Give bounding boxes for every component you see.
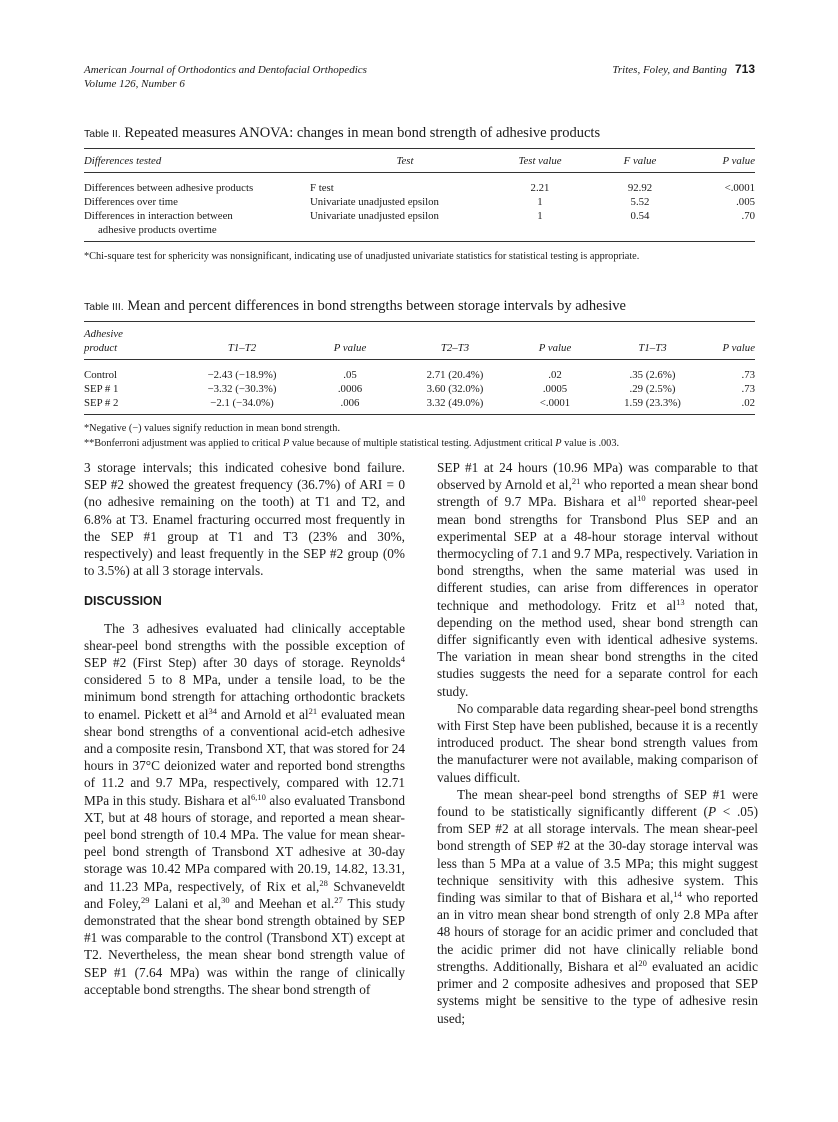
table-2-grid [84, 148, 755, 242]
table-cell: Differences over time [84, 196, 178, 208]
table-cell: 2.21 [530, 182, 550, 194]
table-3-grid [84, 321, 755, 415]
table-cell: .35 (2.6%) [629, 369, 676, 381]
citation-superscript: 20 [638, 957, 647, 968]
column-header: P value [300, 322, 400, 360]
paragraph [437, 459, 758, 700]
table-cell: Control [84, 369, 117, 381]
paragraph [84, 459, 405, 579]
text-run: value because of multiple statistical testing. Adjustment critical [289, 438, 556, 449]
italic-symbol: P [283, 438, 290, 449]
running-header-right [612, 62, 755, 77]
table-row [84, 396, 755, 415]
table-cell: 5.52 [630, 196, 650, 208]
text-run: who reported an in vitro mean shear bond strength of only 2.8 MPa after 48 hours of storage for an acidic primer and concluded that the acidic primer did not have clinically reliable bond strengths. Additionally, Bishara et al [437, 890, 758, 974]
table-cell: 3.32 (49.0%) [426, 397, 484, 409]
column-header: P value [700, 149, 755, 173]
table-cell: <.0001 [539, 397, 571, 409]
table-row [84, 195, 755, 209]
journal-name: American Journal of Orthodontics and Dentofacial Orthopedics [84, 64, 367, 76]
table-cell: Univariate unadjusted epsilon [310, 196, 439, 208]
table-3-footnote-1: *Negative (−) values signify reduction in mean bond strength. [84, 423, 341, 434]
table-2-label: Table II. [84, 128, 121, 140]
table-cell: .73 [741, 369, 755, 381]
citation-superscript: 14 [673, 889, 682, 900]
table-cell: .73 [741, 383, 755, 395]
table-cell: 92.92 [627, 182, 653, 194]
column-header: P value [705, 322, 755, 360]
section-heading-discussion: DISCUSSION [84, 594, 162, 609]
citation-superscript: 29 [140, 894, 150, 905]
text-run: and Meehan et al. [229, 895, 335, 911]
column-header: Test [310, 149, 500, 173]
text-run: **Bonferroni adjustment was applied to critical [84, 438, 284, 449]
citation-superscript: 28 [319, 877, 328, 888]
column-header: F value [580, 149, 700, 173]
table-cell: .70 [741, 210, 755, 222]
table-row [84, 173, 755, 196]
text-run: 3 storage intervals; this indicated cohesive bond failure. SEP #2 showed the greatest frequency (36.7%) of ARI = 0 (no adhesive remaining on the tooth) at T1 and T2, and 6.8% at T3. Enamel fracturing occurred most frequently in the SEP #1 group at T1 and T3 (23% and 30%, respectively) and least frequently in the SEP #2 group (0% to 3.5%) at all 3 storage intervals. [84, 460, 405, 579]
text-run: evaluated an acidic primer and 2 composite adhesives and proposed that SEP systems might be sensitive to the type of adhesive resin used; [437, 958, 758, 1026]
table-3-footnote-2 [84, 436, 755, 451]
text-run: The mean shear-peel bond strengths of SEP #1 were found to be statistically significantly different ( [437, 786, 758, 820]
table-cell: F test [310, 182, 334, 194]
text-run: who reported a mean shear bond strength of 9.7 MPa. Bishara et al [437, 477, 758, 510]
italic-symbol: P [555, 438, 562, 449]
table-2-caption [84, 125, 755, 143]
paragraph [437, 786, 758, 1027]
running-header-left [84, 63, 367, 91]
table-row [84, 360, 755, 383]
column-header [84, 322, 184, 360]
text-run: reported shear-peel mean bond strengths for Transbond Plus SEP and an experimental SEP at a 48-hour storage interval without thermocycling of 7.1 and 9.7 MPa, respectively. Variation in bond strengths, when the same material was used in different studies, can arise from differences in operator technique and methodology. Fritz et al [437, 494, 758, 613]
table-row [84, 209, 755, 242]
table-3-caption [84, 298, 755, 316]
text-run: considered 5 to 8 MPa, under a tensile load, to be the minimum bond strength for attaching orthodontic brackets to enamel. Pickett et al [84, 672, 405, 722]
table-3-title: Mean and percent differences in bond strengths between storage intervals by adhesive [127, 298, 626, 314]
table-cell: 1.59 (23.3%) [624, 397, 681, 409]
table-cell: .02 [741, 397, 755, 409]
table-cell: 0.54 [630, 210, 650, 222]
table-cell: 1 [537, 196, 543, 208]
citation-superscript: 13 [676, 596, 685, 607]
table-cell: .0005 [542, 383, 568, 395]
citation-superscript: 4 [400, 654, 405, 665]
table-3-label: Table III. [84, 301, 124, 313]
table-header-row [84, 322, 755, 360]
table-2-title: Repeated measures ANOVA: changes in mean bond strength of adhesive products [124, 125, 601, 141]
text-run: Schvaneveldt and Foley, [84, 878, 405, 911]
table-cell: .006 [340, 397, 360, 409]
table-cell: Univariate unadjusted epsilon [310, 210, 439, 222]
text-run: The 3 adhesives evaluated had clinically acceptable shear-peel bond strengths with the possible exception of SEP #2 (First Step) after 30 days of storage. Reynolds [84, 620, 405, 671]
text-run: Lalani et al, [149, 895, 222, 911]
cell-line: Differences in interaction between [84, 210, 233, 222]
header-line: product [84, 342, 118, 354]
citation-superscript: 10 [637, 493, 646, 504]
citation-superscript: 21 [308, 705, 318, 716]
text-run: This study demonstrated that the shear bond strength obtained by SEP #1 was comparable to the control (Transbond XT) except at T2. Nevertheless, the mean shear bond strength value of SEP #1 (7.64 MPa) was within the range of clinically acceptable bond strengths. The shear bond strength of [84, 895, 405, 997]
italic-symbol: P [707, 804, 717, 820]
table-cell: Differences between adhesive products [84, 182, 254, 194]
table-row [84, 382, 755, 396]
table-cell [84, 209, 310, 242]
left-column [84, 459, 405, 998]
table-cell: −2.43 (−18.9%) [207, 369, 277, 381]
column-header: T1–T2 [184, 322, 300, 360]
text-run: evaluated mean shear bond strengths of a conventional acid-etch adhesive and a composite resin, Transbond XT, that was stored for 24 hours in 37°C deionized water and reported bond strengths of 11.2 and 9.7 MPa, respectively, compared with 12.71 MPa in this study. Bishara et al [84, 706, 405, 808]
table-header-row [84, 149, 755, 173]
text-run: also evaluated Transbond XT, but at 48 hours of storage, and reported a mean shear-peel bond strength of 10.4 MPa. The value for mean shear-peel bond strength of Transbond XT adhesive at 30-day storage was 10.42 MPa compared with 20.19, 14.82, 13.31, and 11.23 MPa, respectively, of Rix et al, [84, 792, 405, 894]
right-column [437, 459, 758, 1027]
citation-superscript: 30 [221, 894, 230, 905]
table-3 [84, 298, 755, 451]
column-header: Differences tested [84, 149, 310, 173]
paragraph [437, 700, 758, 786]
cell-line: adhesive products overtime [98, 224, 217, 236]
table-cell: .0006 [337, 383, 363, 395]
table-cell: .005 [736, 196, 755, 208]
table-cell: .05 [343, 369, 357, 381]
table-cell: 2.71 (20.4%) [426, 369, 484, 381]
table-cell: −2.1 (−34.0%) [210, 397, 274, 409]
column-header: Test value [500, 149, 580, 173]
table-cell: −3.32 (−30.3%) [207, 383, 277, 395]
column-header: T2–T3 [400, 322, 510, 360]
citation-superscript: 27 [334, 894, 343, 905]
journal-volume: Volume 126, Number 6 [84, 78, 185, 90]
table-cell: SEP # 2 [84, 397, 119, 409]
table-cell: 3.60 (32.0%) [426, 383, 484, 395]
citation-superscript: 34 [208, 705, 217, 716]
table-cell: .29 (2.5%) [629, 383, 676, 395]
citation-superscript: 6,10 [250, 791, 266, 802]
table-cell: .02 [548, 369, 562, 381]
authors: Trites, Foley, and Banting [612, 64, 727, 76]
text-run: < .05) from SEP #2 at all storage intervals. The mean shear-peel bond strength of SEP #2 at the 30-day storage interval was less than 5 MPa at a value of 3.5 MPa; this might suggest technique sensitivity with this adhesive system. This finding was similar to that of Bishara et al, [437, 804, 758, 906]
text-run: value is .003. [561, 438, 620, 449]
text-run: No comparable data regarding shear-peel bond strengths with First Step have been published, because it is a recently introduced product. The shear bond strength values from the manufacturer were not available, making comparison of values difficult. [437, 700, 758, 785]
text-run: noted that, depending on the method used, shear bond strength can differ significantly even with identical adhesive systems. The variation in mean shear bond strengths in the cited studies suggests the need for a separate control for each study. [437, 597, 758, 699]
text-run: and Arnold et al [216, 706, 309, 722]
table-2 [84, 125, 755, 264]
page-number: 713 [734, 62, 755, 76]
paragraph [84, 620, 405, 998]
header-line: Adhesive [84, 328, 123, 340]
table-cell: <.0001 [724, 182, 755, 194]
column-header: P value [510, 322, 600, 360]
citation-superscript: 21 [571, 476, 581, 487]
column-header: T1–T3 [600, 322, 705, 360]
table-2-footnote: *Chi-square test for sphericity was nonsignificant, indicating use of unadjusted univariate statistics for statistical testing is appropriate. [84, 251, 640, 262]
text-run: SEP #1 at 24 hours (10.96 MPa) was comparable to that observed by Arnold et al, [437, 460, 758, 493]
table-cell: 1 [537, 210, 543, 222]
table-cell: SEP # 1 [84, 383, 119, 395]
